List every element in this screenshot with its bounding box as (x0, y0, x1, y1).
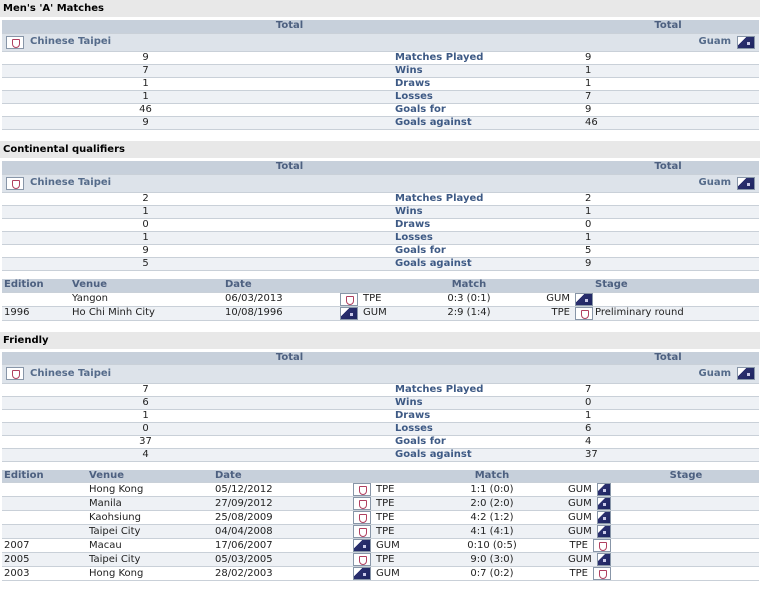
match-row[interactable] (2, 539, 759, 553)
stat-away-value: 5 (585, 245, 759, 258)
match-row[interactable] (2, 511, 759, 525)
stat-label[interactable]: Goals against (295, 448, 585, 461)
match-edition (2, 292, 70, 306)
match-away-code: TPE (551, 307, 570, 318)
stat-home-value: 1 (2, 91, 289, 104)
stat-label[interactable]: Wins (295, 396, 585, 409)
stat-away-value: 9 (585, 52, 759, 65)
match-stage (611, 539, 759, 553)
match-date: 05/03/2005 (213, 553, 351, 567)
col-stage[interactable]: Stage (593, 279, 759, 292)
chinese-taipei-flag-icon (353, 497, 371, 510)
match-venue: Hong Kong (87, 567, 213, 581)
col-edition[interactable]: Edition (2, 279, 70, 292)
match-rows (2, 483, 759, 581)
match-venue: Yangon (70, 292, 223, 306)
stat-home-value: 46 (2, 104, 289, 117)
match-date: 04/04/2008 (213, 525, 351, 539)
team-away-name: Guam (698, 367, 731, 379)
match-away-code: GUM (568, 483, 592, 495)
guam-flag-icon (737, 177, 755, 190)
stats-table-continental (2, 161, 759, 175)
stats-rows (2, 193, 759, 271)
stats-row (2, 91, 759, 104)
chinese-taipei-flag-icon (353, 553, 371, 566)
stat-label[interactable]: Draws (295, 78, 585, 91)
stat-away-value: 1 (585, 232, 759, 245)
match-venue: Macau (87, 539, 213, 553)
stat-label[interactable]: Matches Played (295, 193, 585, 206)
stat-away-value: 0 (585, 396, 759, 409)
team-home[interactable] (2, 367, 295, 380)
chinese-taipei-flag-icon (6, 367, 24, 380)
stat-home-value: 9 (2, 245, 289, 258)
match-home-code: TPE (376, 497, 395, 509)
team-away-name: Guam (698, 36, 731, 48)
team-away-name: Guam (698, 177, 731, 189)
stat-home-value: 9 (2, 52, 289, 65)
stats-row (2, 104, 759, 117)
stat-label[interactable]: Losses (295, 422, 585, 435)
team-home-name: Chinese Taipei (30, 367, 112, 379)
total-header-away: Total (577, 352, 759, 365)
match-score[interactable]: 1:1 (0:0) (416, 483, 566, 497)
stat-label[interactable]: Goals against (295, 117, 585, 130)
match-stage (611, 497, 759, 511)
stat-label[interactable]: Wins (295, 65, 585, 78)
match-row[interactable] (2, 525, 759, 539)
chinese-taipei-flag-icon (6, 177, 24, 190)
guam-flag-icon (597, 497, 611, 510)
match-score[interactable]: 0:7 (0:2) (416, 567, 566, 581)
stats-body-friendly (2, 365, 759, 462)
stat-away-value: 46 (585, 117, 759, 130)
col-venue[interactable]: Venue (70, 279, 223, 292)
stat-home-value: 6 (2, 396, 289, 409)
stats-table-mens-a (2, 20, 759, 34)
match-date: 28/02/2003 (213, 567, 351, 581)
col-date[interactable]: Date (213, 470, 351, 483)
match-row[interactable] (2, 567, 759, 581)
chinese-taipei-flag-icon (353, 511, 371, 524)
stat-home-value: 9 (2, 117, 289, 130)
guam-flag-icon (575, 293, 593, 306)
stat-label[interactable]: Losses (295, 232, 585, 245)
stat-away-value: 0 (585, 219, 759, 232)
stats-row (2, 448, 759, 461)
match-venue: Manila (87, 497, 213, 511)
guam-flag-icon (737, 367, 755, 380)
stat-away-value: 1 (585, 65, 759, 78)
stat-away-value: 37 (585, 448, 759, 461)
col-stage[interactable]: Stage (611, 470, 759, 483)
match-edition (2, 511, 87, 525)
chinese-taipei-flag-icon (575, 307, 593, 320)
stat-label[interactable]: Draws (295, 409, 585, 422)
guam-flag-icon (340, 307, 358, 320)
stat-label[interactable]: Goals for (295, 245, 585, 258)
match-score[interactable]: 2:9 (1:4) (418, 306, 518, 320)
match-edition: 2007 (2, 539, 87, 553)
total-header-home: Total (2, 161, 577, 174)
match-away-code: GUM (568, 553, 592, 565)
guam-flag-icon (597, 525, 611, 538)
match-venue: Hong Kong (87, 483, 213, 497)
match-score[interactable]: 0:10 (0:5) (416, 539, 566, 553)
guam-flag-icon (597, 511, 611, 524)
stat-home-value: 1 (2, 232, 289, 245)
section-title-mens-a: Men's 'A' Matches (0, 0, 760, 17)
match-home-code: TPE (376, 525, 395, 537)
match-table-continental (2, 279, 759, 321)
match-home-code: TPE (376, 483, 395, 495)
match-date: 06/03/2013 (223, 292, 338, 306)
guam-flag-icon (597, 553, 611, 566)
stats-row (2, 65, 759, 78)
stats-row (2, 435, 759, 448)
stat-label[interactable]: Goals against (295, 258, 585, 271)
col-match[interactable]: Match (418, 279, 518, 292)
match-edition: 2005 (2, 553, 87, 567)
match-row[interactable] (2, 483, 759, 497)
stats-body-mens-a (2, 34, 759, 131)
stat-away-value: 9 (585, 258, 759, 271)
stats-row (2, 396, 759, 409)
match-home-code: TPE (363, 293, 382, 304)
match-venue: Ho Chi Minh City (70, 306, 223, 320)
match-date: 10/08/1996 (223, 306, 338, 320)
team-home[interactable] (2, 36, 295, 49)
stat-away-value: 7 (585, 91, 759, 104)
match-home-code: GUM (376, 567, 400, 579)
match-home-code: GUM (376, 539, 400, 551)
stats-table-friendly (2, 352, 759, 366)
match-stage: Preliminary round (593, 306, 759, 320)
stat-home-value: 37 (2, 435, 289, 448)
match-venue: Kaohsiung (87, 511, 213, 525)
stat-home-value: 7 (2, 383, 289, 396)
match-home-code: GUM (363, 307, 387, 318)
chinese-taipei-flag-icon (353, 483, 371, 496)
stats-row (2, 422, 759, 435)
match-edition (2, 483, 87, 497)
col-match[interactable]: Match (416, 470, 566, 483)
match-away-code: GUM (546, 293, 570, 304)
match-stage (593, 292, 759, 306)
match-stage (611, 553, 759, 567)
match-date: 25/08/2009 (213, 511, 351, 525)
chinese-taipei-flag-icon (353, 525, 371, 538)
match-home-code: TPE (376, 553, 395, 565)
section-title-continental: Continental qualifiers (0, 141, 760, 158)
team-away[interactable] (295, 177, 759, 190)
stats-row (2, 117, 759, 130)
stats-row (2, 232, 759, 245)
stat-away-value: 1 (585, 206, 759, 219)
team-away[interactable] (295, 36, 759, 49)
guam-flag-icon (737, 36, 755, 49)
stat-home-value: 1 (2, 409, 289, 422)
match-date: 05/12/2012 (213, 483, 351, 497)
stats-row (2, 219, 759, 232)
stat-label[interactable]: Wins (295, 206, 585, 219)
match-stage (611, 511, 759, 525)
stats-row (2, 78, 759, 91)
match-stage (611, 567, 759, 581)
section-title-friendly: Friendly (0, 332, 760, 349)
match-row[interactable] (2, 306, 759, 320)
chinese-taipei-flag-icon (340, 293, 358, 306)
col-edition[interactable]: Edition (2, 470, 87, 483)
match-edition (2, 497, 87, 511)
stats-body-continental (2, 175, 759, 272)
stats-row (2, 193, 759, 206)
stat-label[interactable]: Goals for (295, 104, 585, 117)
match-rows (2, 292, 759, 320)
stat-home-value: 0 (2, 422, 289, 435)
match-edition (2, 525, 87, 539)
stat-home-value: 1 (2, 78, 289, 91)
match-away-code: GUM (568, 525, 592, 537)
guam-flag-icon (353, 539, 371, 552)
stats-row (2, 258, 759, 271)
total-header-away: Total (577, 161, 759, 174)
match-row[interactable] (2, 553, 759, 567)
match-score[interactable]: 9:0 (3:0) (416, 553, 566, 567)
guam-flag-icon (597, 483, 611, 496)
guam-flag-icon (353, 567, 371, 580)
stat-home-value: 5 (2, 258, 289, 271)
match-score[interactable]: 4:2 (1:2) (416, 511, 566, 525)
chinese-taipei-flag-icon (593, 539, 611, 552)
team-home[interactable] (2, 177, 295, 190)
total-header-away: Total (577, 20, 759, 33)
stat-away-value: 4 (585, 435, 759, 448)
match-stage (611, 483, 759, 497)
stats-rows (2, 383, 759, 461)
match-away-code: GUM (568, 511, 592, 523)
stats-row (2, 409, 759, 422)
match-home-code: TPE (376, 511, 395, 523)
match-date: 27/09/2012 (213, 497, 351, 511)
match-venue: Taipei City (87, 525, 213, 539)
stats-rows (2, 52, 759, 130)
stat-away-value: 1 (585, 409, 759, 422)
chinese-taipei-flag-icon (593, 567, 611, 580)
col-venue[interactable]: Venue (87, 470, 213, 483)
chinese-taipei-flag-icon (6, 36, 24, 49)
stat-label[interactable]: Losses (295, 91, 585, 104)
stats-row (2, 245, 759, 258)
match-row[interactable] (2, 292, 759, 306)
stat-home-value: 2 (2, 193, 289, 206)
match-score[interactable]: 2:0 (2:0) (416, 497, 566, 511)
match-away-code: TPE (569, 539, 588, 551)
stat-label[interactable]: Goals for (295, 435, 585, 448)
stat-home-value: 4 (2, 448, 289, 461)
team-away[interactable] (295, 367, 759, 380)
stat-label[interactable]: Draws (295, 219, 585, 232)
match-venue: Taipei City (87, 553, 213, 567)
match-away-code: GUM (568, 497, 592, 509)
match-row[interactable] (2, 497, 759, 511)
stats-row (2, 383, 759, 396)
stat-label[interactable]: Matches Played (295, 52, 585, 65)
stat-home-value: 7 (2, 65, 289, 78)
stat-home-value: 0 (2, 219, 289, 232)
total-header-home: Total (2, 352, 577, 365)
col-date[interactable]: Date (223, 279, 338, 292)
team-home-name: Chinese Taipei (30, 36, 112, 48)
stat-away-value: 2 (585, 193, 759, 206)
stat-label[interactable]: Matches Played (295, 383, 585, 396)
stats-row (2, 52, 759, 65)
match-away-code: TPE (569, 567, 588, 579)
team-home-name: Chinese Taipei (30, 177, 112, 189)
match-stage (611, 525, 759, 539)
total-header-home: Total (2, 20, 577, 33)
stat-away-value: 1 (585, 78, 759, 91)
stat-away-value: 7 (585, 383, 759, 396)
match-score[interactable]: 0:3 (0:1) (418, 292, 518, 306)
match-score[interactable]: 4:1 (4:1) (416, 525, 566, 539)
match-edition: 2003 (2, 567, 87, 581)
stats-row (2, 206, 759, 219)
stat-home-value: 1 (2, 206, 289, 219)
match-edition: 1996 (2, 306, 70, 320)
match-date: 17/06/2007 (213, 539, 351, 553)
stat-away-value: 9 (585, 104, 759, 117)
match-table-friendly (2, 470, 759, 582)
stat-away-value: 6 (585, 422, 759, 435)
